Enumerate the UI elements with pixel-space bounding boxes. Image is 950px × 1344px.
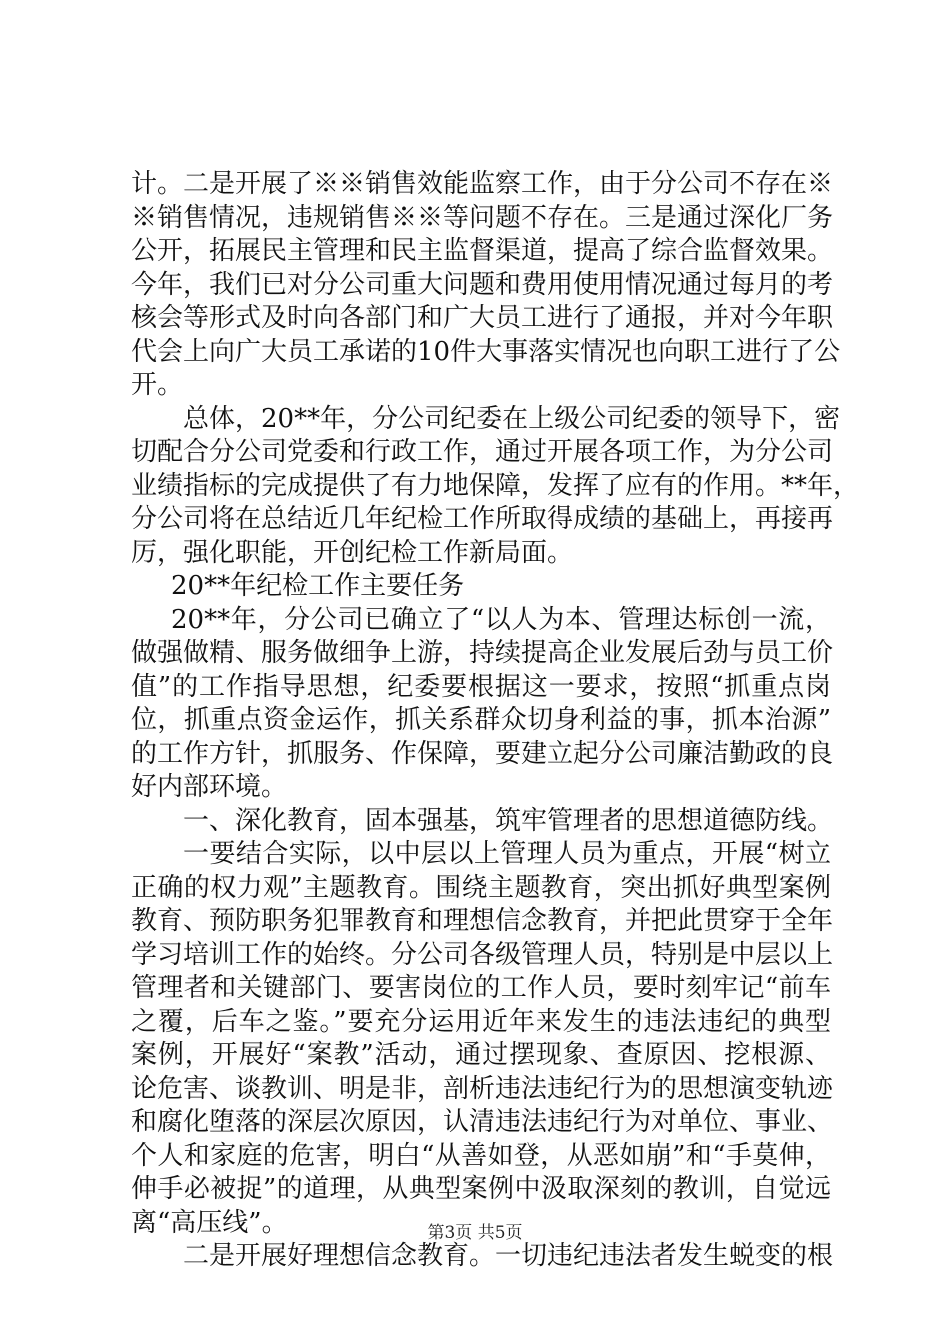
- text-line: 开。: [131, 370, 184, 400]
- text-line: 业绩指标的完成提供了有力地保障，发挥了应有的作用。**年，: [131, 470, 860, 501]
- text-line: 一要结合实际，以中层以上管理人员为重点，开展“树立: [183, 839, 831, 869]
- text-line: 的工作方针，抓服务、作保障，要建立起分公司廉洁勤政的良: [131, 738, 834, 769]
- text-line: 二是开展好理想信念教育。一切违纪违法者发生蜕变的根: [183, 1241, 834, 1271]
- text-line: 做强做精、服务做细争上游，持续提高企业发展后劲与员工价: [131, 638, 834, 668]
- text-line: 正确的权力观”主题教育。围绕主题教育，突出抓好典型案例: [131, 872, 831, 903]
- text-line: 位，抓重点资金运作，抓关系群众切身利益的事，抓本治源”: [131, 705, 831, 735]
- text-line: 计。二是开展了※※销售效能监察工作，由于分公司不存在※: [131, 169, 834, 199]
- text-line: 离“高压线”。: [131, 1207, 288, 1238]
- text-line: 个人和家庭的危害，明白“从善如登，从恶如崩”和“手莫伸，: [131, 1140, 831, 1171]
- document-body: [131, 168, 860, 1274]
- text-line: 伸手必被捉”的道理，从典型案例中汲取深刻的教训，自觉远: [131, 1174, 831, 1204]
- text-line: 教育、预防职务犯罪教育和理想信念教育，并把此贯穿于全年: [131, 906, 834, 936]
- text-line: 值”的工作指导思想，纪委要根据这一要求，按照“抓重点岗: [131, 671, 831, 702]
- text-line: 代会上向广大员工承诺的10件大事落实情况也向职工进行了公: [131, 336, 841, 367]
- section-heading: 20**年纪检工作主要任务: [171, 571, 465, 601]
- page-number-footer: 第3页 共5页: [427, 1223, 523, 1243]
- text-line: 20**年，分公司已确立了“以人为本、管理达标创一流，: [171, 604, 831, 635]
- text-line: 公开，拓展民主管理和民主监督渠道，提高了综合监督效果。: [131, 236, 834, 266]
- text-line: 分公司将在总结近几年纪检工作所取得成绩的基础上，再接再: [131, 504, 834, 534]
- subsection-heading: 一、深化教育，固本强基，筑牢管理者的思想道德防线。: [183, 805, 834, 836]
- text-line: 总体，20**年，分公司纪委在上级公司纪委的领导下，密: [183, 403, 841, 434]
- text-line: 好内部环境。: [131, 772, 288, 802]
- text-line: 厉，强化职能，开创纪检工作新局面。: [131, 537, 574, 568]
- text-line: 论危害、谈教训、明是非，剖析违法违纪行为的思想演变轨迹: [131, 1073, 834, 1104]
- text-line: 和腐化堕落的深层次原因，认清违法违纪行为对单位、事业、: [131, 1107, 834, 1137]
- text-line: 管理者和关键部门、要害岗位的工作人员，要时刻牢记“前车: [131, 973, 831, 1003]
- text-line: 学习培训工作的始终。分公司各级管理人员，特别是中层以上: [131, 939, 834, 970]
- text-line: 核会等形式及时向各部门和广大员工进行了通报，并对今年职: [131, 303, 834, 333]
- text-line: 今年，我们已对分公司重大问题和费用使用情况通过每月的考: [131, 269, 834, 300]
- text-line: ※销售情况，违规销售※※等问题不存在。三是通过深化厂务: [131, 202, 834, 233]
- text-line: 案例，开展好“案教”活动，通过摆现象、查原因、挖根源、: [131, 1040, 831, 1070]
- text-line: 之覆，后车之鉴。”要充分运用近年来发生的违法违纪的典型: [131, 1006, 831, 1037]
- text-line: 切配合分公司党委和行政工作，通过开展各项工作，为分公司: [131, 437, 834, 467]
